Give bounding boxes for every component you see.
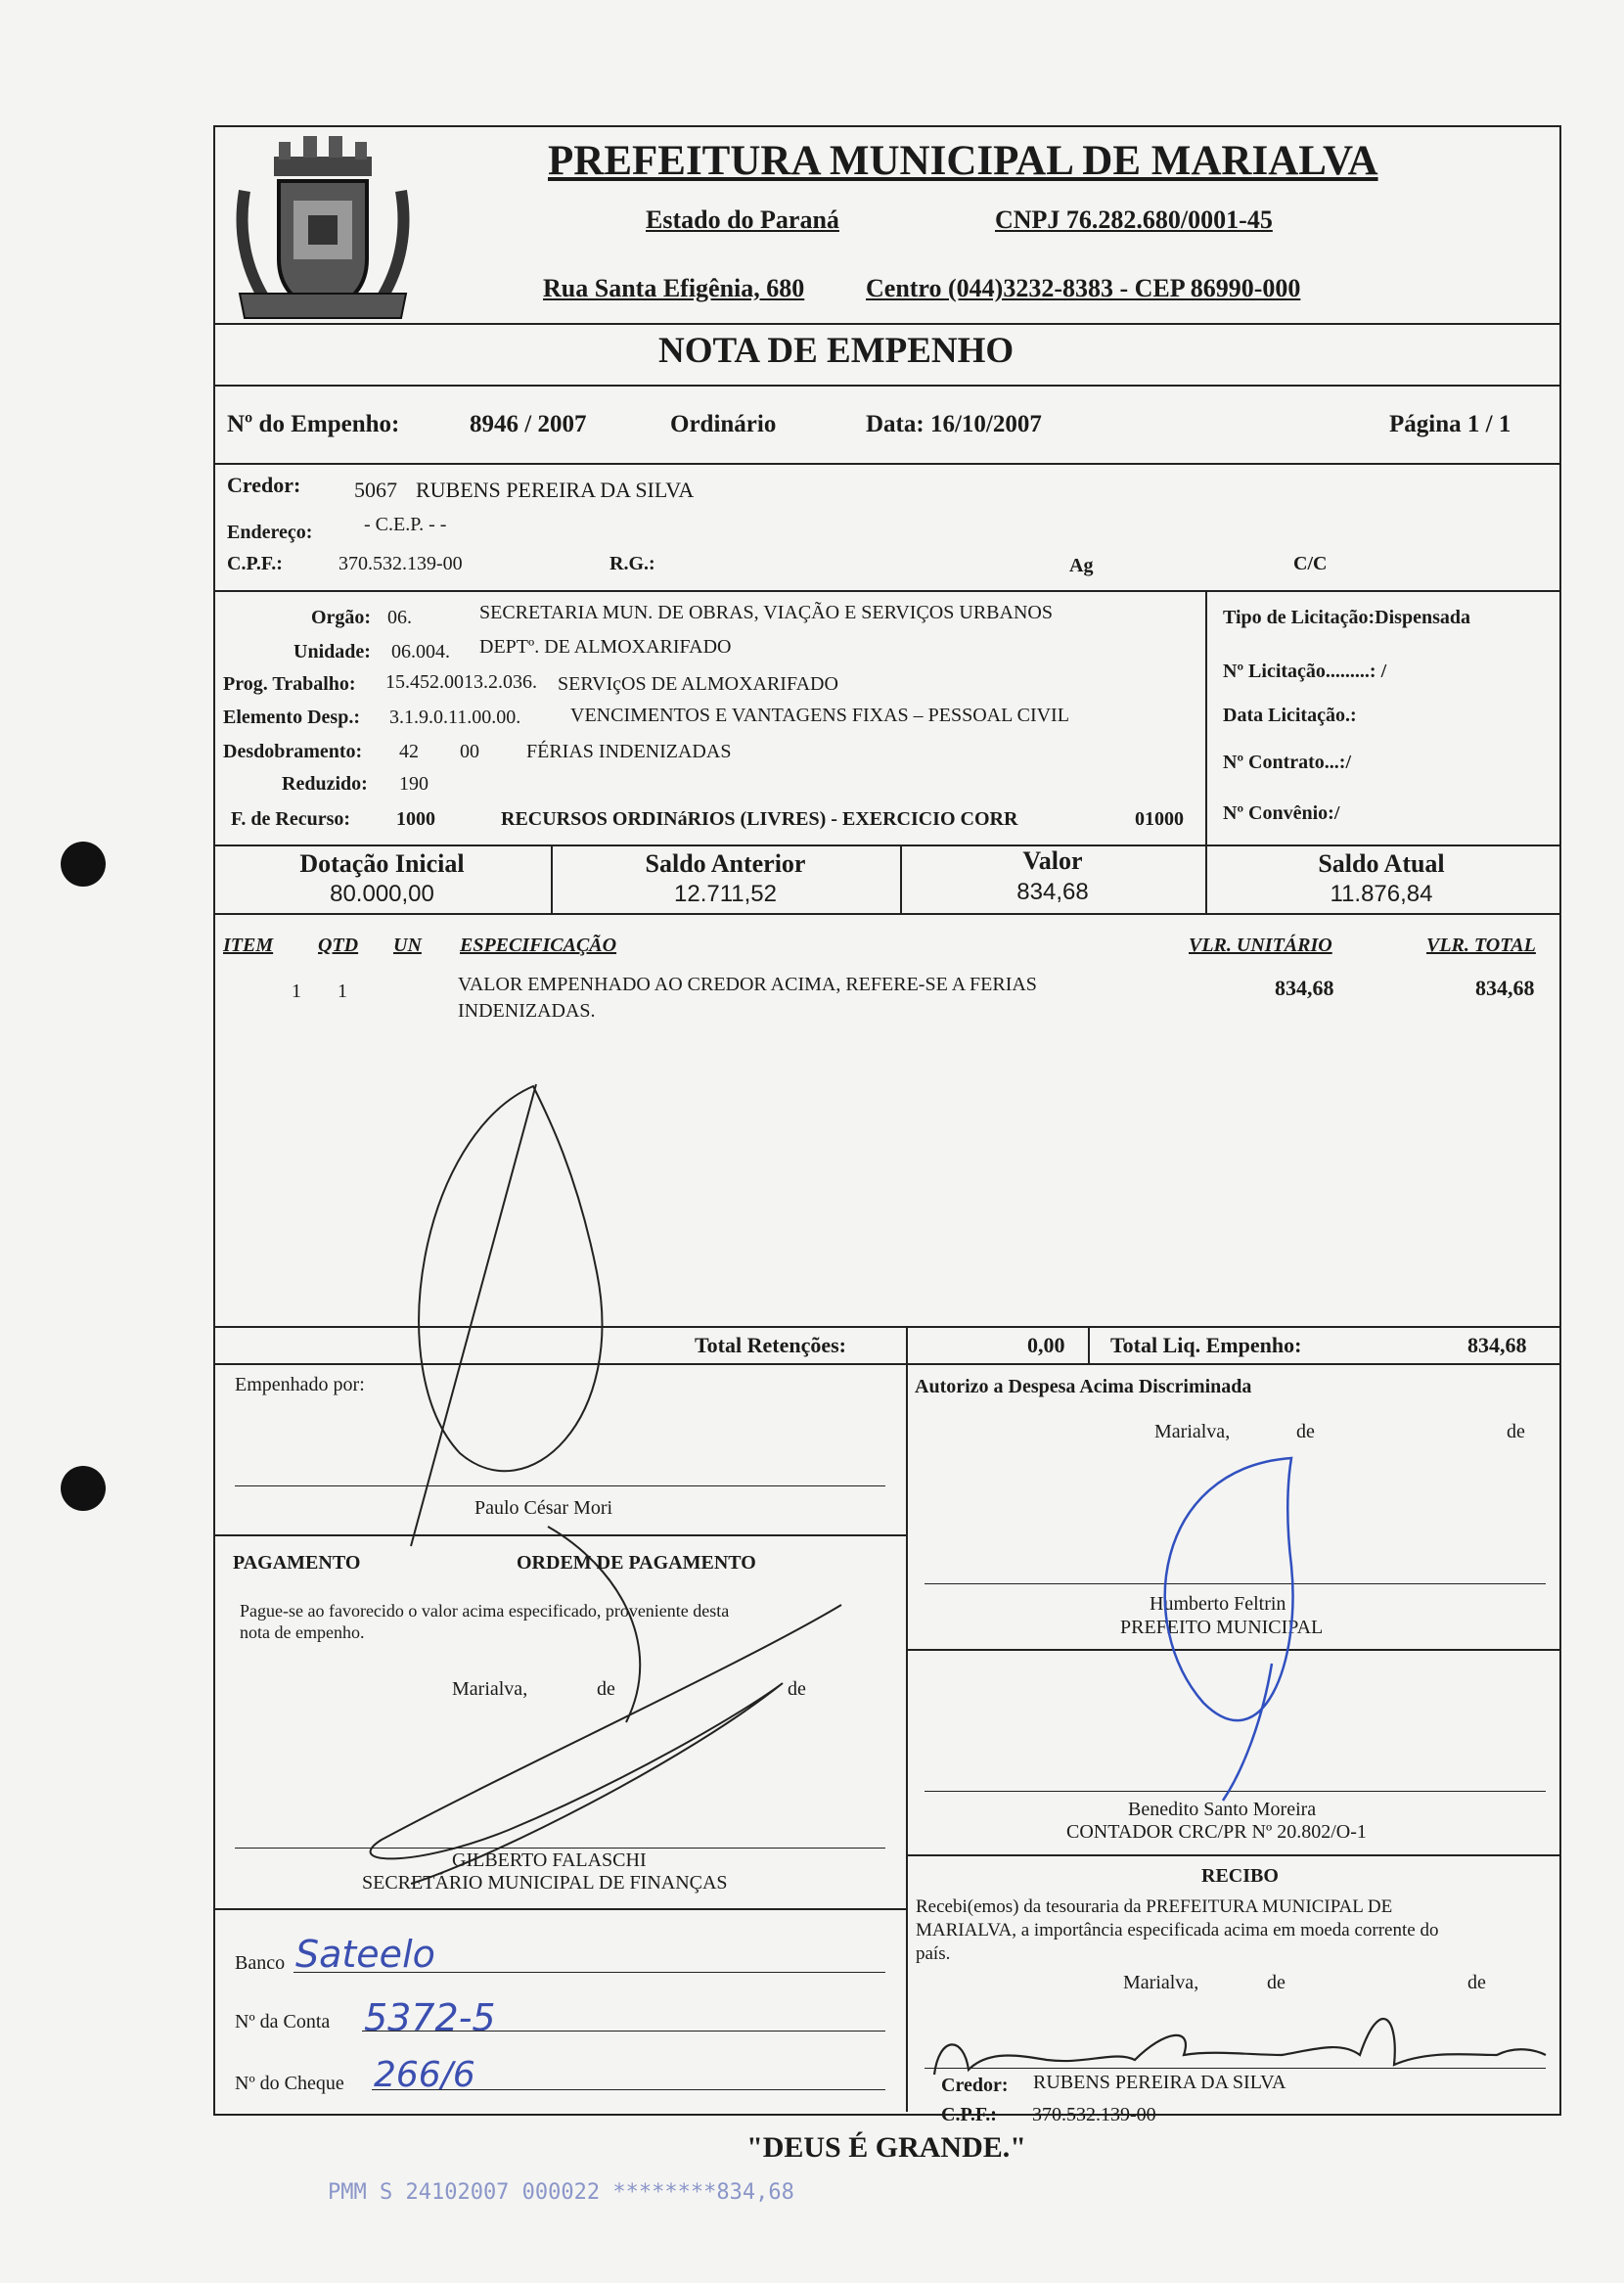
pague-de2: de: [788, 1678, 806, 1700]
conta-label: Nº da Conta: [235, 2011, 331, 2032]
reduzido-value: 190: [399, 773, 429, 795]
footer-motto: "DEUS É GRANDE.": [746, 2131, 1026, 2164]
document-title: NOTA DE EMPENHO: [658, 331, 1015, 371]
saldo-atual-label: Saldo Atual: [1318, 849, 1445, 878]
orgao-desc: SECRETARIA MUN. DE OBRAS, VIAÇÃO E SERVIÇOS URBANOS: [479, 602, 1053, 623]
desdobramento-desc: FÉRIAS INDENIZADAS: [526, 741, 732, 762]
autorizo-label: Autorizo a Despesa Acima Discriminada: [915, 1376, 1252, 1397]
recibo-cpf-label: C.P.F.:: [941, 2104, 997, 2125]
total-retencoes-value: 0,00: [1027, 1333, 1065, 1357]
reduzido-label: Reduzido:: [282, 773, 368, 795]
col-total-value: VLR. TOTAL: [1426, 935, 1536, 956]
col-especificacao: ESPECIFICAÇÃO: [460, 935, 617, 956]
recurso-label: F. de Recurso:: [231, 808, 351, 830]
ordem-pagamento-label: ORDEM DE PAGAMENTO: [517, 1552, 756, 1574]
credor-label: Credor:: [227, 473, 301, 497]
empenhado-label: Empenhado por:: [235, 1374, 365, 1395]
elemento-code: 3.1.9.0.11.00.00.: [389, 707, 521, 728]
dotacao-label: Dotação Inicial: [299, 849, 465, 878]
row-qtd: 1: [338, 981, 347, 1002]
total-liq-label: Total Liq. Empenho:: [1110, 1333, 1302, 1357]
row-unit-value: 834,68: [1275, 976, 1334, 1000]
secretario-title: SECRETÁRIO MUNICIPAL DE FINANÇAS: [362, 1872, 728, 1894]
recibo-de1: de: [1267, 1972, 1286, 1993]
cc-label: C/C: [1293, 553, 1328, 574]
desdobramento-label: Desdobramento:: [223, 741, 363, 762]
col-item: ITEM: [223, 935, 274, 956]
saldo-atual-value: 11.876,84: [1330, 881, 1433, 907]
pague-de1: de: [597, 1678, 615, 1700]
recibo-city: Marialva,: [1123, 1972, 1199, 1993]
contador-title: CONTADOR CRC/PR Nº 20.802/O-1: [1066, 1821, 1367, 1843]
page-number: Página 1 / 1: [1389, 411, 1511, 437]
cpf-label: C.P.F.:: [227, 553, 283, 574]
cheque-value: 266/6: [374, 2055, 475, 2095]
banco-label: Banco: [235, 1952, 286, 1974]
page-title: PREFEITURA MUNICIPAL DE MARIALVA: [548, 138, 1378, 184]
recibo-line3: país.: [916, 1943, 951, 1964]
cheque-label: Nº do Cheque: [235, 2073, 344, 2094]
pague-line1: Pague-se ao favorecido o valor acima especificado, proveniente desta: [240, 1601, 730, 1621]
col-un: UN: [393, 935, 422, 956]
credor-code: 5067: [354, 478, 397, 502]
orgao-code: 06.: [387, 607, 412, 628]
row-total-value: 834,68: [1475, 976, 1535, 1000]
autorizo-de2: de: [1507, 1421, 1525, 1442]
endereco-value: - C.E.P. - -: [364, 514, 447, 535]
ag-label: Ag: [1069, 555, 1094, 576]
numero-licitacao: Nº Licitação.........: /: [1223, 661, 1387, 682]
credor-name: RUBENS PEREIRA DA SILVA: [416, 478, 695, 502]
recibo-cpf-value: 370.532.139-00: [1032, 2104, 1156, 2125]
secretario-name: GILBERTO FALASCHI: [452, 1849, 647, 1871]
desdobramento-sub: 00: [460, 741, 479, 762]
recibo-credor-label: Credor:: [941, 2075, 1009, 2096]
prog-desc: SERVIçOS DE ALMOXARIFADO: [558, 673, 838, 695]
empenho-label: Nº do Empenho:: [227, 411, 400, 437]
desdobramento-code: 42: [399, 741, 419, 762]
prefeito-name: Humberto Feltrin: [1150, 1593, 1286, 1615]
state-label: Estado do Paraná: [646, 205, 839, 234]
numero-convenio: Nº Convênio:/: [1223, 802, 1340, 824]
col-unit-value: VLR. UNITÁRIO: [1189, 935, 1332, 956]
valor-value: 834,68: [1016, 879, 1089, 905]
recibo-line2: MARIALVA, a importância especificada acima em moeda corrente do: [916, 1920, 1439, 1941]
data-licitacao: Data Licitação.:: [1223, 705, 1357, 726]
pague-city: Marialva,: [452, 1678, 528, 1700]
prog-code: 15.452.0013.2.036.: [385, 671, 537, 693]
col-qtd: QTD: [318, 935, 359, 956]
recibo-credor-name: RUBENS PEREIRA DA SILVA: [1033, 2072, 1286, 2093]
binder-hole-bottom: [61, 1466, 106, 1511]
orgao-label: Orgão:: [311, 607, 372, 628]
total-liq-value: 834,68: [1467, 1333, 1527, 1357]
valor-label: Valor: [1022, 846, 1083, 875]
binder-hole-top: [61, 842, 106, 887]
empenho-type: Ordinário: [670, 411, 777, 437]
prog-label: Prog. Trabalho:: [223, 673, 356, 695]
coat-of-arms-logo: [225, 132, 421, 333]
validation-stamp: PMM S 24102007 000022 ********834,68: [328, 2180, 794, 2205]
saldo-anterior-label: Saldo Anterior: [645, 849, 806, 878]
recurso-extra: 01000: [1135, 808, 1184, 830]
unidade-label: Unidade:: [293, 641, 371, 662]
total-retencoes-label: Total Retenções:: [695, 1333, 846, 1357]
contact-label: Centro (044)3232-8383 - CEP 86990-000: [866, 274, 1301, 302]
empenho-date: Data: 16/10/2007: [866, 411, 1042, 437]
pagamento-label: PAGAMENTO: [233, 1552, 361, 1574]
unidade-desc: DEPTº. DE ALMOXARIFADO: [479, 636, 732, 658]
contador-name: Benedito Santo Moreira: [1128, 1799, 1317, 1820]
row-item: 1: [292, 981, 301, 1002]
cnpj-label: CNPJ 76.282.680/0001-45: [995, 205, 1273, 234]
row-desc-line1: VALOR EMPENHADO AO CREDOR ACIMA, REFERE-SE A FERIAS: [458, 974, 1037, 995]
elemento-label: Elemento Desp.:: [223, 707, 360, 728]
row-desc-line2: INDENIZADAS.: [458, 1000, 596, 1022]
prefeito-title: PREFEITO MUNICIPAL: [1120, 1617, 1324, 1638]
empenho-number: 8946 / 2007: [470, 411, 587, 437]
saldo-anterior-value: 12.711,52: [674, 881, 777, 907]
endereco-label: Endereço:: [227, 522, 313, 543]
numero-contrato: Nº Contrato...:/: [1223, 752, 1352, 773]
recurso-desc: RECURSOS ORDINáRIOS (LIVRES) - EXERCICIO CORR: [501, 808, 1018, 830]
recurso-code: 1000: [396, 808, 435, 830]
recibo-line1: Recebi(emos) da tesouraria da PREFEITURA MUNICIPAL DE: [916, 1896, 1393, 1917]
conta-value: 5372-5: [364, 1996, 496, 2039]
autorizo-de1: de: [1296, 1421, 1315, 1442]
dotacao-value: 80.000,00: [330, 881, 434, 907]
cpf-value: 370.532.139-00: [338, 553, 463, 574]
autorizo-city: Marialva,: [1154, 1421, 1231, 1442]
pague-line2: nota de empenho.: [240, 1622, 365, 1642]
street-label: Rua Santa Efigênia, 680: [543, 274, 805, 302]
rg-label: R.G.:: [609, 553, 655, 574]
unidade-code: 06.004.: [391, 641, 450, 662]
recibo-de2: de: [1467, 1972, 1486, 1993]
recibo-title: RECIBO: [1201, 1865, 1279, 1887]
empenhado-name: Paulo César Mori: [474, 1497, 613, 1519]
tipo-licitacao: Tipo de Licitação:Dispensada: [1223, 607, 1470, 628]
banco-value: Sateelo: [295, 1933, 435, 1976]
elemento-desc: VENCIMENTOS E VANTAGENS FIXAS – PESSOAL CIVIL: [570, 705, 1069, 726]
